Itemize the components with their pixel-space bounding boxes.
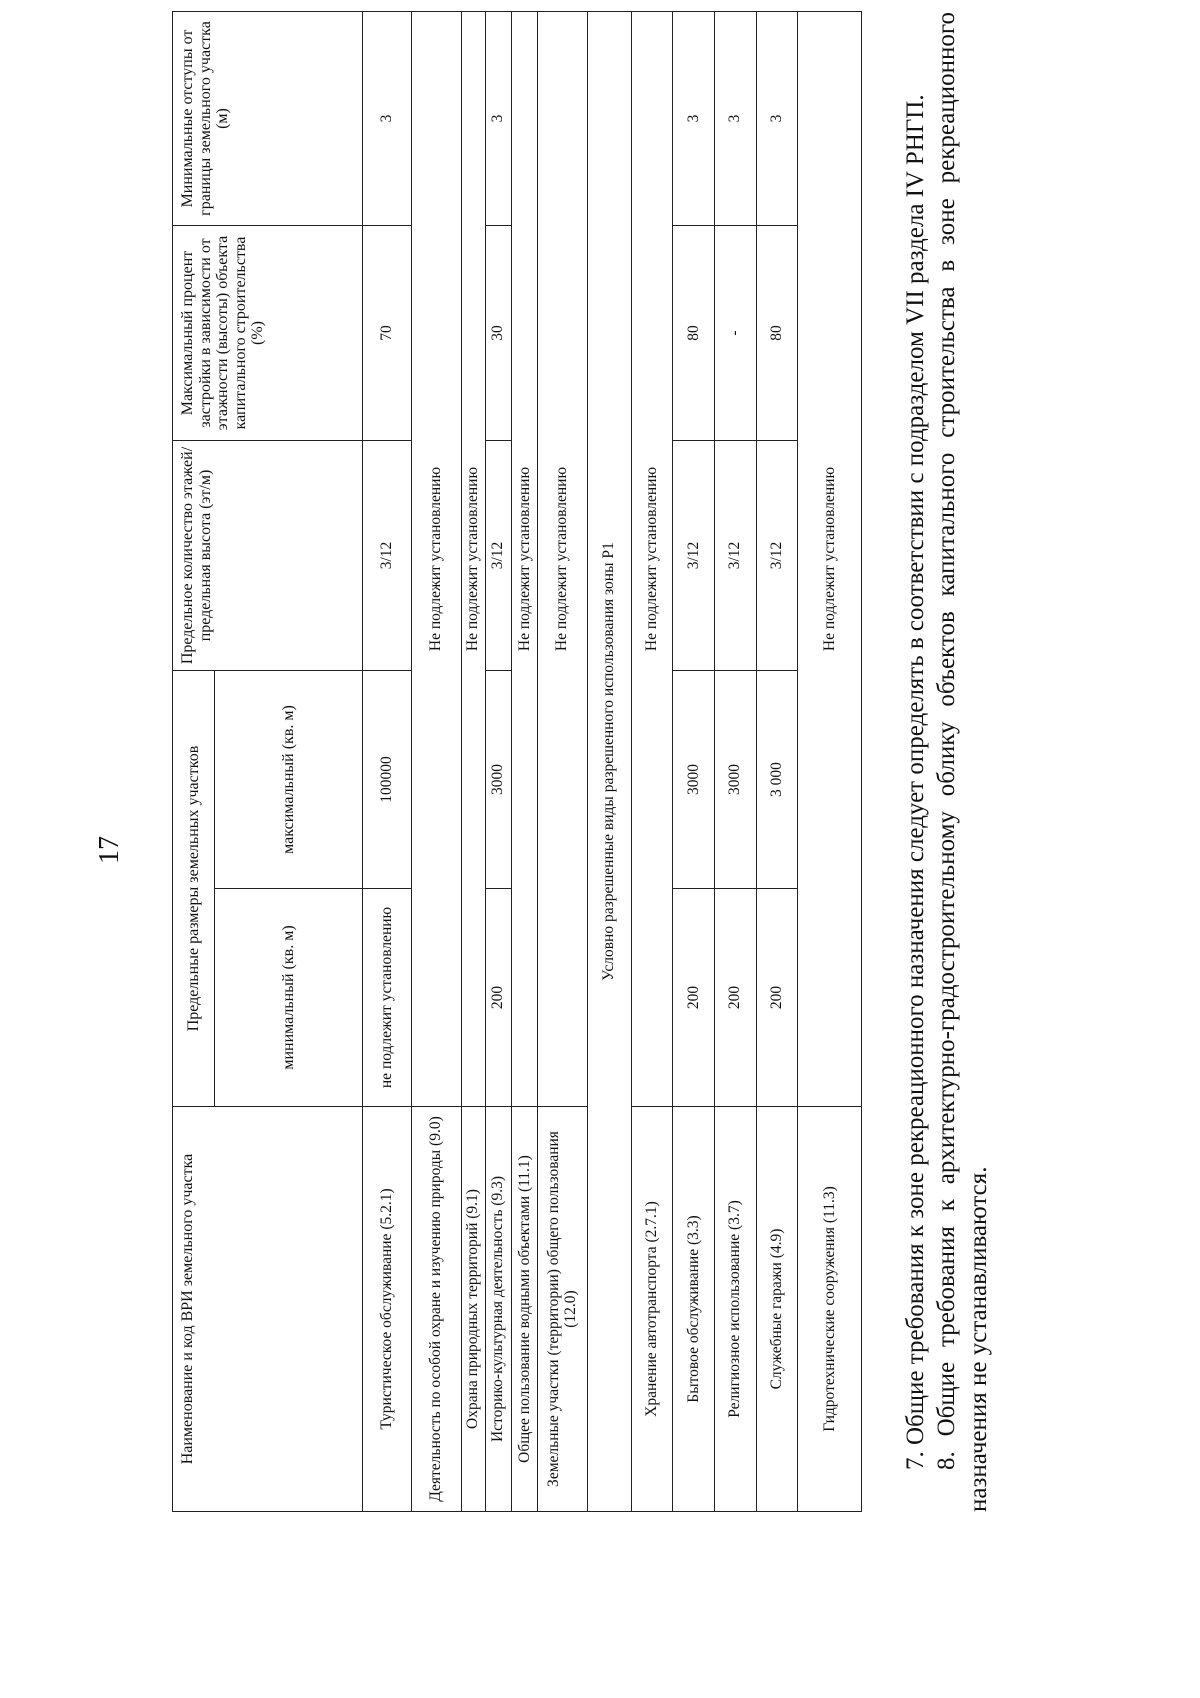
row-min: 200 [756,889,798,1107]
row-min: не подлежит установлению [363,889,412,1107]
paragraph-7: 7. Общие требования к зоне рекреационного назначения следует определять в соответствии с подразделом VII раздела IV РНГП. [902,94,929,1470]
row-name: Историко-культурная деятельность (9.3) [485,1107,511,1512]
zoning-parameters-table [172,11,862,1512]
row-setback: 3 [714,12,756,226]
table-row [798,12,862,1512]
row-name: Земельные участки (территории) общего пользования (12.0) [538,1107,587,1512]
row-name: Религиозное использование (3.7) [714,1107,756,1512]
row-setback: 3 [485,12,511,226]
table-row [631,12,673,1512]
row-coverage: 80 [756,226,798,441]
row-setback: 3 [363,12,412,226]
row-floors: 3/12 [673,441,715,671]
row-max: 3 000 [756,671,798,889]
row-name: Туристическое обслуживание (5.2.1) [363,1107,412,1512]
row-min: 200 [714,889,756,1107]
row-name: Охрана природных территорий (9.1) [461,1107,485,1512]
row-name: Гидротехнические сооружения (11.3) [798,1107,862,1512]
row-coverage: 30 [485,226,511,441]
row-max: 100000 [363,671,412,889]
table-row [363,12,412,1512]
header-setback: Минимальные отступы от границы земельного участка (м) [173,12,363,226]
row-setback: 3 [756,12,798,226]
row-note: Не подлежит установлению [461,12,485,1107]
row-name: Хранение автотранспорта (2.7.1) [631,1107,673,1512]
row-floors: 3/12 [363,441,412,671]
row-min: 200 [673,889,715,1107]
table-row [756,12,798,1512]
row-name: Общее пользование водными объектами (11.1) [512,1107,538,1512]
row-note: Не подлежит установлению [412,12,461,1107]
page-number: 17 [94,836,125,864]
header-sizes: Предельные размеры земельных участков [173,671,215,1107]
row-name: Деятельность по особой охране и изучению природы (9.0) [412,1107,461,1512]
row-note: Не подлежит установлению [631,12,673,1107]
table-row [461,12,485,1512]
row-name: Служебные гаражи (4.9) [756,1107,798,1512]
table-row [673,12,715,1512]
header-coverage: Максимальный процент застройки в зависимости от этажности (высоты) объекта капитального строительства (%) [173,226,363,441]
paragraphs [900,12,994,1512]
row-max: 3000 [714,671,756,889]
table-row [714,12,756,1512]
table-row [485,12,511,1512]
zoning-table-container [172,12,862,1512]
conditional-section-title: Условно разрешенные виды разрешенного использования зоны Р1 [587,12,631,1512]
row-name: Бытовое обслуживание (3.3) [673,1107,715,1512]
header-name: Наименование и код ВРИ земельного участка [173,1107,363,1512]
header-max: максимальный (кв. м) [215,671,363,889]
row-coverage: 80 [673,226,715,441]
row-note: Не подлежит установлению [538,12,587,1107]
row-coverage: - [714,226,756,441]
header-floors: Предельное количество этажей/предельная высота (эт/м) [173,441,363,671]
row-floors: 3/12 [756,441,798,671]
row-min: 200 [485,889,511,1107]
row-coverage: 70 [363,226,412,441]
row-floors: 3/12 [714,441,756,671]
table-row [538,12,587,1512]
row-max: 3000 [673,671,715,889]
conditional-section-row [587,12,631,1512]
row-note: Не подлежит установлению [798,12,862,1107]
header-min: минимальный (кв. м) [215,889,363,1107]
paragraph-8: 8. Общие требования к архитектурно-градостроительному облику объектов капитального строительства в зоне рекреационного назначения не устанавливаются. [933,12,992,1512]
row-max: 3000 [485,671,511,889]
table-row [512,12,538,1512]
row-note: Не подлежит установлению [512,12,538,1107]
table-row [412,12,461,1512]
row-setback: 3 [673,12,715,226]
row-floors: 3/12 [485,441,511,671]
